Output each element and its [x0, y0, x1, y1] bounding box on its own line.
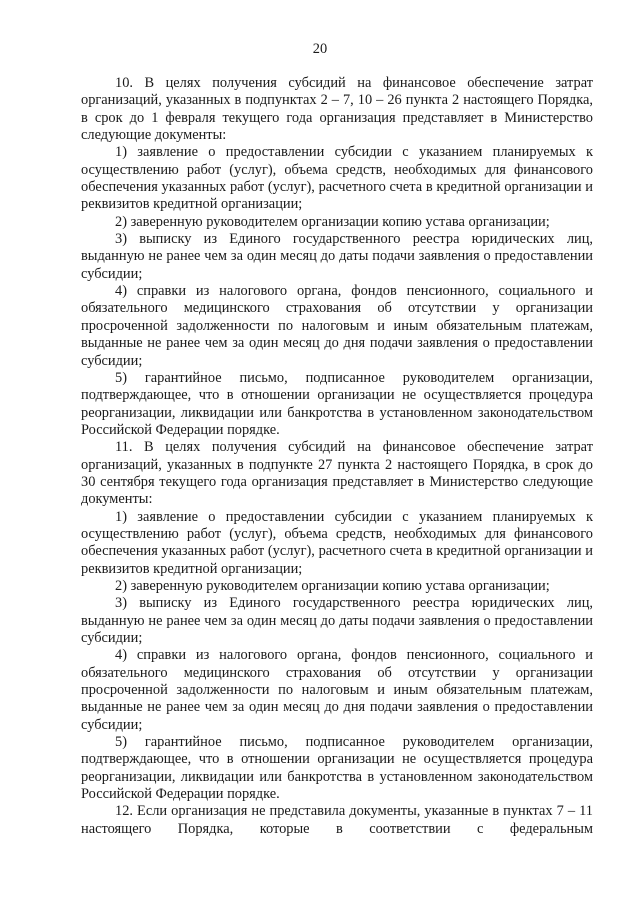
list-item-11-2: 2) заверенную руководителем организации копию устава организации;: [115, 577, 550, 594]
list-item-10-5: 5) гарантийное письмо, подписанное руководителем организации, подтверждающее, что в отношении организации не осуществляется процедура реорганизации, ликвидации или банкротства в установленном законодательством Российской Федерации порядке.: [81, 369, 593, 438]
list-item-10-3: 3) выписку из Единого государственного реестра юридических лиц, выданную не ранее чем за один месяц до даты подачи заявления о предоставлении субсидии;: [81, 231, 593, 282]
document-body: [81, 75, 593, 838]
list-item-10-4: 4) справки из налогового органа, фондов пенсионного, социального и обязательного медицинского страхования об отсутствии у организации просроченной задолженности по налоговым и иным обязательным платежам, выданные не ранее чем за один месяц до дня подачи заявления о предоставлении субсидии;: [81, 283, 593, 369]
paragraph-12-intro: 12. Если организация не представила документы, указанные в пунктах 7 – 11 настоящего Порядка, которые в соответствии с федеральным: [81, 803, 593, 837]
paragraph-10-intro: 10. В целях получения субсидий на финансовое обеспечение затрат организаций, указанных в подпунктах 2 – 7, 10 – 26 пункта 2 настоящего Порядка, в срок до 1 февраля текущего года организация представляет в Министерство следующие документы:: [81, 75, 593, 144]
page-number: 20: [312, 41, 328, 57]
paragraph-11-intro: 11. В целях получения субсидий на финансовое обеспечение затрат организаций, указанных в подпункте 27 пункта 2 настоящего Порядка, в срок до 30 сентября текущего года организация представляет в Министерство следующие документы:: [81, 439, 593, 508]
list-item-11-3: 3) выписку из Единого государственного реестра юридических лиц, выданную не ранее чем за один месяц до даты подачи заявления о предоставлении субсидии;: [81, 595, 593, 646]
list-item-11-1: 1) заявление о предоставлении субсидии с указанием планируемых к осуществлению работ (услуг), объема средств, необходимых для финансового обеспечения указанных работ (услуг), расчетного счета в кредитной организации и реквизитов кредитной организации;: [81, 508, 593, 577]
list-item-11-4: 4) справки из налогового органа, фондов пенсионного, социального и обязательного медицинского страхования об отсутствии у организации просроченной задолженности по налоговым и иным обязательным платежам, выданные не ранее чем за один месяц до дня подачи заявления о предоставлении субсидии;: [81, 647, 593, 733]
list-item-11-5: 5) гарантийное письмо, подписанное руководителем организации, подтверждающее, что в отношении организации не осуществляется процедура реорганизации, ликвидации или банкротства в установленном законодательством Российской Федерации порядке.: [81, 734, 593, 803]
list-item-10-1: 1) заявление о предоставлении субсидии с указанием планируемых к осуществлению работ (услуг), объема средств, необходимых для финансового обеспечения указанных работ (услуг), расчетного счета в кредитной организации и реквизитов кредитной организации;: [81, 144, 593, 213]
list-item-10-2: 2) заверенную руководителем организации копию устава организации;: [115, 213, 550, 230]
